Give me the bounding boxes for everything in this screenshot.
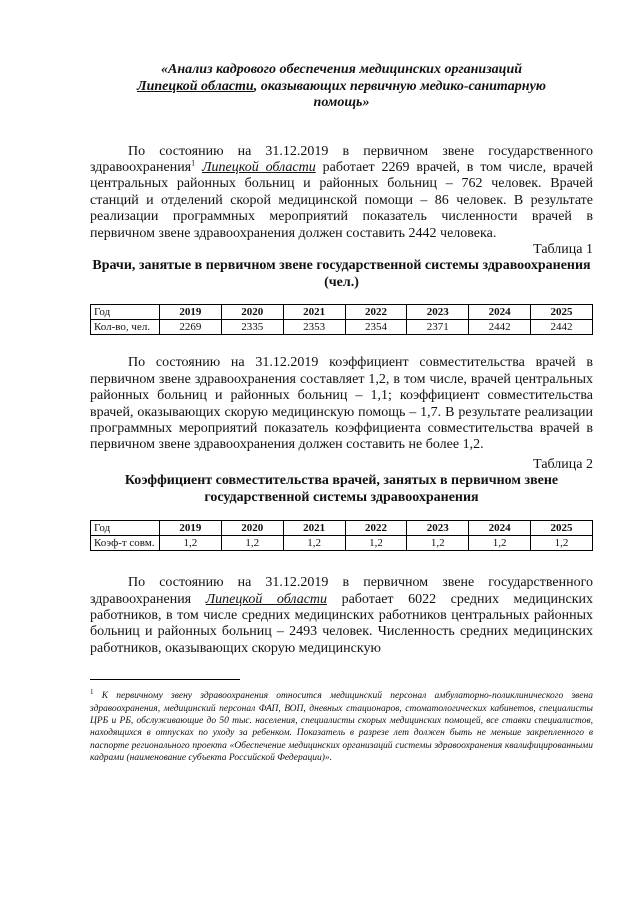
table-2-number: Таблица 2 xyxy=(533,456,593,472)
footnote-ref[interactable]: 1 xyxy=(191,158,196,168)
table-1-value: 2269 xyxy=(160,320,222,335)
table-2-header-label: Год xyxy=(91,521,160,536)
table-1-header-label: Год xyxy=(91,305,160,320)
footnote-divider xyxy=(90,679,240,680)
table-1-heading: Врачи, занятые в первичном звене государственной системы здравоохранения (чел.) xyxy=(92,258,591,290)
table-1-year: 2025 xyxy=(531,305,593,320)
table-1-value: 2442 xyxy=(469,320,531,335)
table-1-value: 2353 xyxy=(283,320,345,335)
table-2-heading: Коэффициент совместительства врачей, занятых в первичном звене государственной системы здравоохранения xyxy=(124,473,559,505)
table-2-value: 1,2 xyxy=(283,536,345,551)
title-line-3: помощь» xyxy=(313,95,370,110)
table-2-year: 2021 xyxy=(283,521,345,536)
table-1-year: 2023 xyxy=(407,305,469,320)
paragraph-coefficient: По состоянию на 31.12.2019 коэффициент совместительства врачей в первичном звене здравоохранения составляет 1,2, в том числе, врачей центральных районных больниц и районных больниц – 1,1; коэффициент совместительства врачей, оказывающих скорую медицинскую помощь – 1,7. В результате реализации программных мероприятий показатель коэффициента совместительства врачей в первичном звене здравоохранения должен составить не более 1,2. xyxy=(90,355,593,453)
title-line-1: «Анализ кадрового обеспечения медицинских организаций xyxy=(160,62,523,77)
paragraph-3-part-2: работает 6022 средних медицинских работников, в том числе средних медицинских работников центральных районных больниц и районных больниц – 2493 человек. Численность средних медицинских работников, оказывающих скорую медицинскую xyxy=(90,591,594,656)
table-2-value: 1,2 xyxy=(345,536,407,551)
footnote-text xyxy=(90,690,593,764)
table-2-data-row xyxy=(91,536,593,551)
table-2-value: 1,2 xyxy=(531,536,593,551)
table-coefficient xyxy=(90,520,593,551)
paragraph-doctors-count xyxy=(90,144,593,242)
table-2-row-label: Коэф-т совм. xyxy=(91,536,160,551)
table-2-value: 1,2 xyxy=(469,536,531,551)
paragraph-1-part-2: работает 2269 врачей, в том числе, врачей центральных районных больниц и районных больниц – 762 человек. Врачей станций и отделений скорой медицинской помощи – 86 человек. В результате реализации программных мероприятий показатель численности врачей в первичном звене здравоохранения должен составить 2442 человека. xyxy=(90,159,593,241)
table-2-value: 1,2 xyxy=(407,536,469,551)
table-1-value: 2371 xyxy=(407,320,469,335)
footnote-number: 1 xyxy=(90,688,94,697)
table-1-year: 2024 xyxy=(469,305,531,320)
footnote-body: К первичному звену здравоохранения относится медицинский персонал амбулаторно-поликлинического звена здравоохранения, медицинский персонал ФАП, ВОП, дневных стационаров, стоматологических кабинетов, специалисты ЦРБ и РБ, обслуживающие до 50 тыс. населения, специалисты скорых медицинских помощей, все ставки специалистов, находящихся в отпусках по уходу за ребенком. Показатель в разрезе лет должен быть не меньше закрепленного в паспорте регионального проекта «Обеспечение медицинских организаций системы здравоохранения квалифицированными кадрами (наименование субъекта Российской Федерации)». xyxy=(90,691,593,764)
table-2-value: 1,2 xyxy=(221,536,283,551)
table-2-year: 2023 xyxy=(407,521,469,536)
table-1-value: 2335 xyxy=(221,320,283,335)
table-2-year: 2019 xyxy=(160,521,222,536)
table-1-year: 2020 xyxy=(221,305,283,320)
paragraph-3-part-1: По состоянию на 31.12.2019 в первичном звене государственного здравоохранения xyxy=(90,575,593,607)
table-1-year: 2021 xyxy=(283,305,345,320)
table-1-value: 2442 xyxy=(531,320,593,335)
title-region: Липецкой области xyxy=(136,78,254,94)
paragraph-nurses-count xyxy=(90,575,593,657)
table-1-number: Таблица 1 xyxy=(533,241,593,257)
table-1-year: 2022 xyxy=(345,305,407,320)
table-1-data-row xyxy=(91,320,593,335)
table-1-header-row xyxy=(91,305,593,320)
paragraph-1-region-link: Липецкой области xyxy=(202,159,316,175)
table-2-year: 2025 xyxy=(531,521,593,536)
title-line-2-rest: , оказывающих первичную медико-санитарную xyxy=(253,78,546,94)
document-page xyxy=(90,62,593,765)
table-doctors xyxy=(90,304,593,335)
paragraph-3-region-link: Липецкой области xyxy=(205,591,328,607)
table-2-year: 2024 xyxy=(469,521,531,536)
table-2-year: 2022 xyxy=(345,521,407,536)
title-line-2 xyxy=(90,79,593,96)
table-2-year: 2020 xyxy=(221,521,283,536)
table-2-value: 1,2 xyxy=(160,536,222,551)
paragraph-1-part-1: По состоянию на 31.12.2019 в первичном звене государственного здравоохранения xyxy=(90,143,593,175)
table-1-value: 2354 xyxy=(345,320,407,335)
table-1-row-label: Кол-во, чел. xyxy=(91,320,160,335)
document-title xyxy=(90,62,593,112)
table-1-year: 2019 xyxy=(160,305,222,320)
table-2-header-row xyxy=(91,521,593,536)
